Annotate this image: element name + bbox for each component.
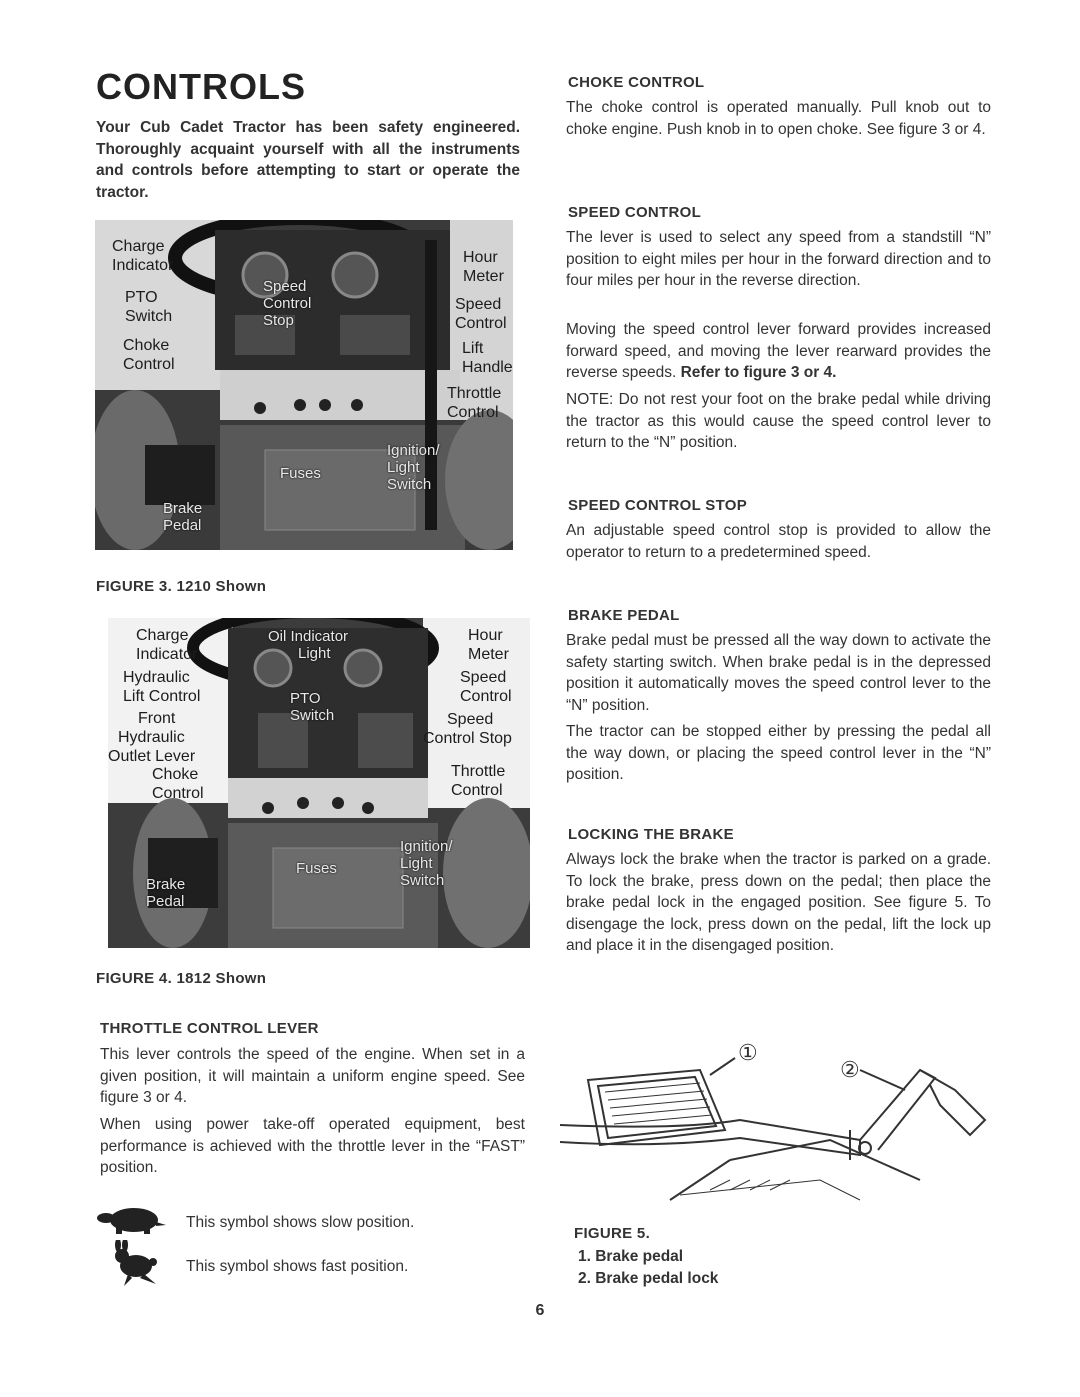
figure-5-caption: FIGURE 5. [574,1225,651,1242]
figure-5-drawing [560,1030,1000,1210]
fig3-label-pto: PTO Switch [125,289,173,325]
fig3-label-throttle-control: Throttle Control [447,385,502,421]
fig4-label-charge: Charge Indicator [136,627,198,663]
fig3-label-ignition: Ignition/ Light Switch [387,442,440,493]
fig4-label-hour-meter: Hour Meter [468,627,509,663]
fig4-label-speed-control-stop: Speed Control Stop [423,711,512,747]
locking-para: Always lock the brake when the tractor is parked on a grade. To lock the brake, press down on the pedal; then place the brake pedal lock in the engaged position. See figure 5. To disengage the lock, press down on the pedal, lift the lock up and place it in the disengaged position. [566,851,991,954]
figure-4-caption: FIGURE 4. 1812 Shown [96,970,267,987]
speed-control-para-2: Moving the speed control lever forward provides increased forward speed, and moving the lever rearward provides the reverse speeds. Refer to figure 3 or 4. [566,321,991,381]
fig3-label-choke: Choke Control [123,337,175,373]
fig5-callout-2: ② [840,1057,860,1082]
figure-5-legend [578,1246,718,1289]
legend-item: 2. Brake pedal lock [578,1269,719,1287]
brake-pedal-para-2: The tractor can be stopped either by pressing the pedal all the way down, or placing the speed control lever in the “N” position. [566,723,991,783]
fig4-label-brake-pedal: Brake Pedal [146,876,186,910]
intro-text: Your Cub Cadet Tractor has been safety engineered. Thoroughly acquaint yourself with all the instruments and controls before attempting to start or operate the tractor. [96,119,520,201]
fig3-label-speed-control: Speed Control [455,296,507,332]
page-title: CONTROLS [96,66,306,107]
turtle-icon [96,1200,168,1236]
speed-control-note: NOTE: Do not rest your foot on the brake pedal while driving the tractor as this would cause the speed control lever to return to the “N” position. [566,391,991,451]
choke-para: The choke control is operated manually. Pull knob out to choke engine. Push knob in to open choke. See figure 3 or 4. [566,99,991,138]
fig3-label-hour-meter: Hour Meter [463,249,504,285]
fig4-label-oil-indicator: Oil Indicator Light [268,628,349,662]
fig4-label-ignition: Ignition/ Light Switch [400,838,453,889]
rabbit-icon [110,1240,162,1288]
figure-4-photo [108,618,530,948]
fig3-label-speed-control-stop: Speed Control Stop [263,278,312,329]
fig4-label-choke: Choke Control [152,766,204,802]
speed-stop-para: An adjustable speed control stop is provided to allow the operator to return to a predetermined speed. [566,522,991,561]
fig3-label-charge: Charge Indicator [112,238,174,274]
slow-symbol-text: This symbol shows slow position. [186,1214,415,1231]
choke-heading: CHOKE CONTROL [568,74,705,91]
fig3-label-fuses: Fuses [280,465,321,482]
throttle-para-1: This lever controls the speed of the engine. When set in a given position, it will maintain a uniform engine speed. See figure 3 or 4. [100,1046,525,1106]
fig5-callout-1: ① [738,1040,758,1065]
throttle-heading: THROTTLE CONTROL LEVER [100,1020,319,1037]
fig4-label-fuses: Fuses [296,860,337,877]
brake-pedal-para-1: Brake pedal must be pressed all the way down to activate the safety starting switch. When brake pedal is in the depressed position it automatically moves the speed control lever to the “N” position. [566,632,991,714]
fast-symbol-text: This symbol shows fast position. [186,1258,409,1275]
fig3-label-brake-pedal: Brake Pedal [163,500,203,534]
fig4-label-front-hydraulic: Front Hydraulic Outlet Lever [108,710,196,765]
speed-control-heading: SPEED CONTROL [568,204,702,221]
speed-stop-heading: SPEED CONTROL STOP [568,497,748,514]
figure-3-photo [95,220,513,550]
speed-control-para-1: The lever is used to select any speed from a standstill “N” position to eight miles per hour in the forward direction and to four miles per hour in the reverse direction. [566,229,991,289]
throttle-para-2: When using power take-off operated equipment, best performance is achieved with the throttle lever in the “FAST” position. [100,1116,525,1176]
legend-item: 1. Brake pedal [578,1248,684,1265]
brake-pedal-heading: BRAKE PEDAL [568,607,680,624]
fig4-label-pto-switch: PTO Switch [290,690,335,724]
fig3-label-lift-handle: Lift Handle [462,340,513,376]
figure-3-caption: FIGURE 3. 1210 Shown [96,578,267,595]
page-number: 6 [535,1302,545,1319]
fig4-label-throttle-control: Throttle Control [451,763,506,799]
locking-heading: LOCKING THE BRAKE [568,826,734,843]
fig4-label-speed-control: Speed Control [460,669,512,705]
fig4-label-hydraulic-lift: Hydraulic Lift Control [123,669,201,705]
